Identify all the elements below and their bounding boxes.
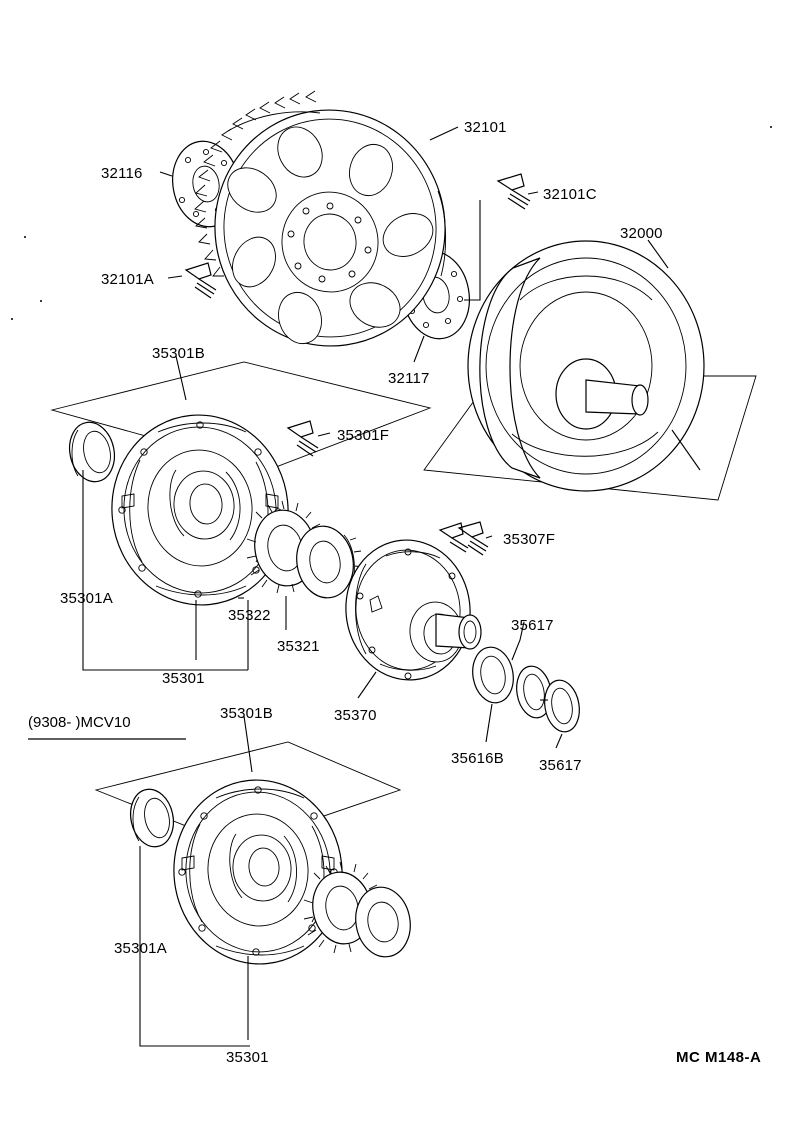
- part-label-35617-upper: 35617: [511, 617, 554, 634]
- part-35301A-2-shape: [125, 785, 178, 850]
- part-35301F-shape: [288, 421, 318, 456]
- part-label-35321: 35321: [277, 638, 320, 655]
- part-label-35616B: 35616B: [451, 750, 504, 767]
- diagram-code-footer: MC M148-A: [676, 1049, 762, 1066]
- part-label-35301A: 35301A: [60, 590, 113, 607]
- scan-speck: [40, 300, 42, 302]
- scan-speck: [11, 318, 13, 320]
- part-32000-shape: [424, 241, 756, 500]
- scan-speck: [24, 236, 26, 238]
- part-label-35301F: 35301F: [337, 427, 390, 444]
- part-label-35370: 35370: [334, 707, 377, 724]
- part-label-32116: 32116: [101, 165, 143, 182]
- part-label-35322: 35322: [228, 607, 271, 624]
- part-label-35301A-2: 35301A: [114, 940, 167, 957]
- part-35616B-shape: [468, 644, 517, 706]
- part-label-35617-lower: 35617: [539, 757, 582, 774]
- part-35301A-shape: [64, 418, 120, 486]
- part-label-32000: 32000: [620, 225, 663, 242]
- part-label-35307F: 35307F: [503, 531, 556, 548]
- part-label-32117: 32117: [388, 370, 430, 387]
- part-label-35301B: 35301B: [152, 345, 205, 362]
- scan-speck: [770, 126, 772, 128]
- part-label-35301-2: 35301: [226, 1049, 269, 1066]
- part-35617-shape: [513, 663, 584, 734]
- part-32101C-shape: [498, 174, 530, 209]
- part-35307F-shape: [440, 522, 488, 555]
- variant-note: (9308- )MCV10: [28, 714, 131, 731]
- part-label-35301B-2: 35301B: [220, 705, 273, 722]
- part-label-35301: 35301: [162, 670, 205, 687]
- part-35301-body-shape: [103, 406, 298, 613]
- part-label-32101C: 32101C: [543, 186, 597, 203]
- part-32101A-shape: [186, 263, 216, 298]
- part-label-32101: 32101: [464, 119, 507, 136]
- part-35301-2-body-shape: [165, 772, 351, 973]
- part-35370-shape: [339, 534, 481, 686]
- part-label-32101A: 32101A: [101, 271, 154, 288]
